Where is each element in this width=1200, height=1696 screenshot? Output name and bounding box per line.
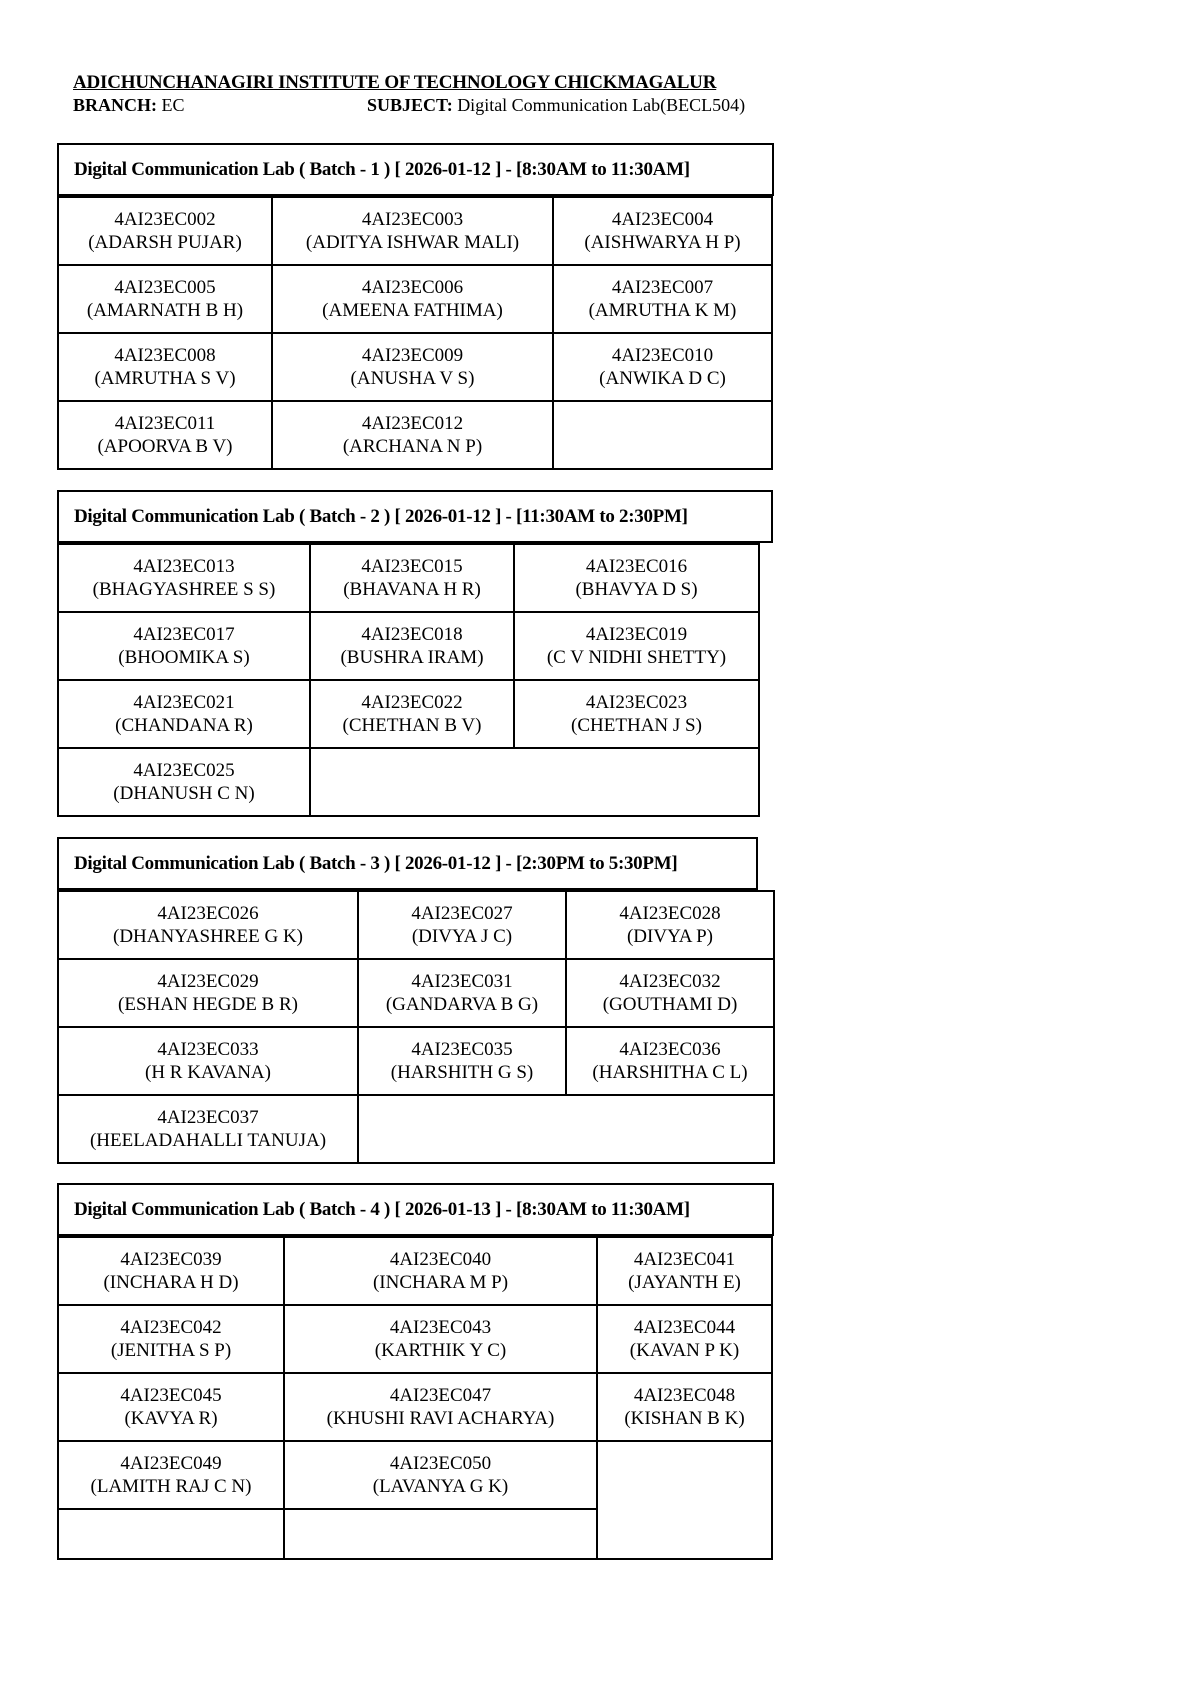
table-row: [58, 1095, 774, 1163]
student-name: (INCHARA H D): [103, 1272, 239, 1293]
branch-info: [73, 94, 185, 116]
student-usn: 4AI23EC037: [157, 1107, 259, 1128]
student-name: (APOORVA B V): [97, 436, 233, 457]
empty-cell: [597, 1441, 772, 1559]
student-usn: 4AI23EC005: [114, 277, 216, 298]
student-name: (LAVANYA G K): [372, 1476, 509, 1497]
student-usn: 4AI23EC035: [411, 1039, 513, 1060]
student-name: (BHAGYASHREE S S): [92, 579, 276, 600]
institute-title: ADICHUNCHANAGIRI INSTITUTE OF TECHNOLOGY CHICKMAGALUR: [73, 72, 717, 93]
student-usn: 4AI23EC033: [157, 1039, 259, 1060]
student-name: (DHANYASHREE G K): [113, 926, 303, 947]
student-cell: [58, 1441, 284, 1509]
student-cell: [58, 265, 272, 333]
student-name: (ADARSH PUJAR): [88, 232, 242, 253]
student-cell: [284, 1237, 597, 1305]
student-name: (AMRUTHA K M): [588, 300, 737, 321]
empty-cell: [358, 1095, 774, 1163]
student-cell: [514, 680, 759, 748]
student-cell: [272, 401, 553, 469]
student-usn: 4AI23EC041: [633, 1249, 736, 1270]
student-usn: 4AI23EC022: [361, 692, 463, 713]
student-name: (AMEENA FATHIMA): [322, 300, 503, 321]
student-cell: [284, 1441, 597, 1509]
subject-info: [367, 94, 745, 116]
table-row: [58, 1237, 772, 1305]
student-usn: 4AI23EC040: [389, 1249, 492, 1270]
student-usn: 4AI23EC017: [133, 624, 235, 645]
student-usn: 4AI23EC029: [157, 971, 259, 992]
student-name: (HARSHITHA C L): [592, 1062, 748, 1083]
student-usn: 4AI23EC028: [619, 903, 721, 924]
student-cell: [58, 1373, 284, 1441]
student-name: (DHANUSH C N): [113, 783, 255, 804]
student-cell: [58, 401, 272, 469]
student-cell: [514, 544, 759, 612]
student-cell: [358, 891, 566, 959]
table-row: [58, 1441, 772, 1509]
student-cell: [358, 959, 566, 1027]
table-row: [58, 401, 772, 469]
student-cell: [553, 265, 772, 333]
batch-3-heading: Digital Communication Lab ( Batch - 3 ) [ 2026-01-12 ] - [2:30PM to 5:30PM]: [57, 837, 758, 890]
batch-4-table: [57, 1236, 773, 1560]
batch-2-table: [57, 543, 760, 817]
student-name: (DIVYA J C): [411, 926, 513, 947]
student-cell: [58, 959, 358, 1027]
student-name: (JAYANTH E): [628, 1272, 741, 1293]
student-usn: 4AI23EC011: [114, 413, 216, 434]
student-usn: 4AI23EC021: [133, 692, 235, 713]
student-usn: 4AI23EC008: [114, 345, 216, 366]
student-usn: 4AI23EC003: [361, 209, 464, 230]
student-usn: 4AI23EC012: [361, 413, 464, 434]
student-name: (AMRUTHA S V): [94, 368, 236, 389]
student-name: (BUSHRA IRAM): [340, 647, 484, 668]
branch-label: BRANCH:: [73, 95, 157, 115]
student-cell: [597, 1373, 772, 1441]
table-row: [58, 333, 772, 401]
student-usn: 4AI23EC044: [633, 1317, 736, 1338]
student-usn: 4AI23EC026: [157, 903, 259, 924]
student-usn: 4AI23EC023: [585, 692, 688, 713]
empty-cell: [284, 1509, 597, 1559]
student-cell: [284, 1305, 597, 1373]
student-usn: 4AI23EC042: [120, 1317, 222, 1338]
student-cell: [310, 612, 514, 680]
branch-value: EC: [161, 95, 185, 115]
student-cell: [566, 1027, 774, 1095]
student-usn: 4AI23EC006: [361, 277, 464, 298]
student-cell: [358, 1027, 566, 1095]
student-cell: [58, 1237, 284, 1305]
student-cell: [58, 544, 310, 612]
student-cell: [58, 748, 310, 816]
student-name: (HEELADAHALLI TANUJA): [89, 1130, 327, 1151]
student-name: (CHANDANA R): [115, 715, 253, 736]
student-name: (BHOOMIKA S): [118, 647, 250, 668]
student-usn: 4AI23EC009: [361, 345, 464, 366]
student-cell: [597, 1237, 772, 1305]
student-name: (JENITHA S P): [110, 1340, 232, 1361]
student-usn: 4AI23EC002: [114, 209, 216, 230]
student-usn: 4AI23EC047: [389, 1385, 492, 1406]
student-usn: 4AI23EC007: [611, 277, 714, 298]
student-usn: 4AI23EC036: [619, 1039, 721, 1060]
table-row: [58, 1373, 772, 1441]
student-usn: 4AI23EC010: [611, 345, 714, 366]
student-cell: [58, 612, 310, 680]
student-usn: 4AI23EC015: [361, 556, 463, 577]
student-name: (CHETHAN B V): [342, 715, 482, 736]
student-cell: [310, 544, 514, 612]
student-name: (GOUTHAMI D): [602, 994, 738, 1015]
student-name: (ARCHANA N P): [342, 436, 483, 457]
student-usn: 4AI23EC004: [611, 209, 714, 230]
student-cell: [597, 1305, 772, 1373]
student-usn: 4AI23EC027: [411, 903, 513, 924]
student-name: (ESHAN HEGDE B R): [118, 994, 298, 1015]
student-name: (KISHAN B K): [624, 1408, 745, 1429]
student-usn: 4AI23EC050: [389, 1453, 492, 1474]
student-name: (GANDARVA B G): [385, 994, 539, 1015]
student-name: (DIVYA P): [626, 926, 714, 947]
student-name: (AMARNATH B H): [86, 300, 244, 321]
table-row: [58, 748, 759, 816]
empty-cell: [553, 401, 772, 469]
student-cell: [272, 197, 553, 265]
student-usn: 4AI23EC031: [411, 971, 513, 992]
table-row: [58, 959, 774, 1027]
student-name: (INCHARA M P): [372, 1272, 509, 1293]
student-name: (KARTHIK Y C): [374, 1340, 507, 1361]
batch-4-heading: Digital Communication Lab ( Batch - 4 ) [ 2026-01-13 ] - [8:30AM to 11:30AM]: [57, 1183, 774, 1236]
student-usn: 4AI23EC039: [120, 1249, 222, 1270]
student-name: (KAVYA R): [124, 1408, 218, 1429]
table-row: [58, 612, 759, 680]
student-cell: [566, 959, 774, 1027]
table-row: [58, 1027, 774, 1095]
student-cell: [272, 265, 553, 333]
student-usn: 4AI23EC013: [133, 556, 235, 577]
student-cell: [284, 1373, 597, 1441]
student-cell: [58, 1305, 284, 1373]
student-name: (ADITYA ISHWAR MALI): [305, 232, 520, 253]
student-cell: [58, 333, 272, 401]
student-name: (HARSHITH G S): [390, 1062, 534, 1083]
subject-value: Digital Communication Lab(BECL504): [457, 95, 746, 115]
student-name: (C V NIDHI SHETTY): [546, 647, 727, 668]
student-name: (ANWIKA D C): [599, 368, 726, 389]
student-cell: [553, 197, 772, 265]
branch-subject-line: [73, 94, 833, 116]
table-row: [58, 544, 759, 612]
batch-1-heading: Digital Communication Lab ( Batch - 1 ) [ 2026-01-12 ] - [8:30AM to 11:30AM]: [57, 143, 774, 196]
student-name: (KHUSHI RAVI ACHARYA): [326, 1408, 555, 1429]
student-usn: 4AI23EC043: [389, 1317, 492, 1338]
student-usn: 4AI23EC045: [120, 1385, 222, 1406]
student-usn: 4AI23EC048: [633, 1385, 736, 1406]
student-name: (LAMITH RAJ C N): [90, 1476, 252, 1497]
student-usn: 4AI23EC016: [585, 556, 688, 577]
student-cell: [58, 1095, 358, 1163]
student-cell: [553, 333, 772, 401]
student-name: (CHETHAN J S): [571, 715, 702, 736]
student-cell: [58, 1027, 358, 1095]
student-cell: [310, 680, 514, 748]
student-cell: [514, 612, 759, 680]
student-name: (ANUSHA V S): [350, 368, 475, 389]
student-usn: 4AI23EC025: [133, 760, 235, 781]
student-cell: [272, 333, 553, 401]
table-row: [58, 891, 774, 959]
empty-cell: [310, 748, 759, 816]
table-row: [58, 680, 759, 748]
student-cell: [566, 891, 774, 959]
empty-cell: [58, 1509, 284, 1559]
student-cell: [58, 197, 272, 265]
table-row: [58, 1305, 772, 1373]
student-name: (H R KAVANA): [145, 1062, 271, 1083]
batch-1-table: [57, 196, 773, 470]
batch-3-table: [57, 890, 775, 1164]
student-cell: [58, 891, 358, 959]
subject-label: SUBJECT:: [367, 95, 453, 115]
student-name: (KAVAN P K): [629, 1340, 740, 1361]
student-name: (AISHWARYA H P): [584, 232, 741, 253]
student-name: (BHAVYA D S): [575, 579, 698, 600]
student-usn: 4AI23EC019: [585, 624, 688, 645]
table-row: [58, 265, 772, 333]
table-row: [58, 197, 772, 265]
student-name: (BHAVANA H R): [343, 579, 481, 600]
student-usn: 4AI23EC032: [619, 971, 721, 992]
student-usn: 4AI23EC049: [120, 1453, 222, 1474]
student-usn: 4AI23EC018: [361, 624, 463, 645]
student-cell: [58, 680, 310, 748]
document-header: [73, 72, 833, 116]
batch-2-heading: Digital Communication Lab ( Batch - 2 ) [ 2026-01-12 ] - [11:30AM to 2:30PM]: [57, 490, 773, 543]
